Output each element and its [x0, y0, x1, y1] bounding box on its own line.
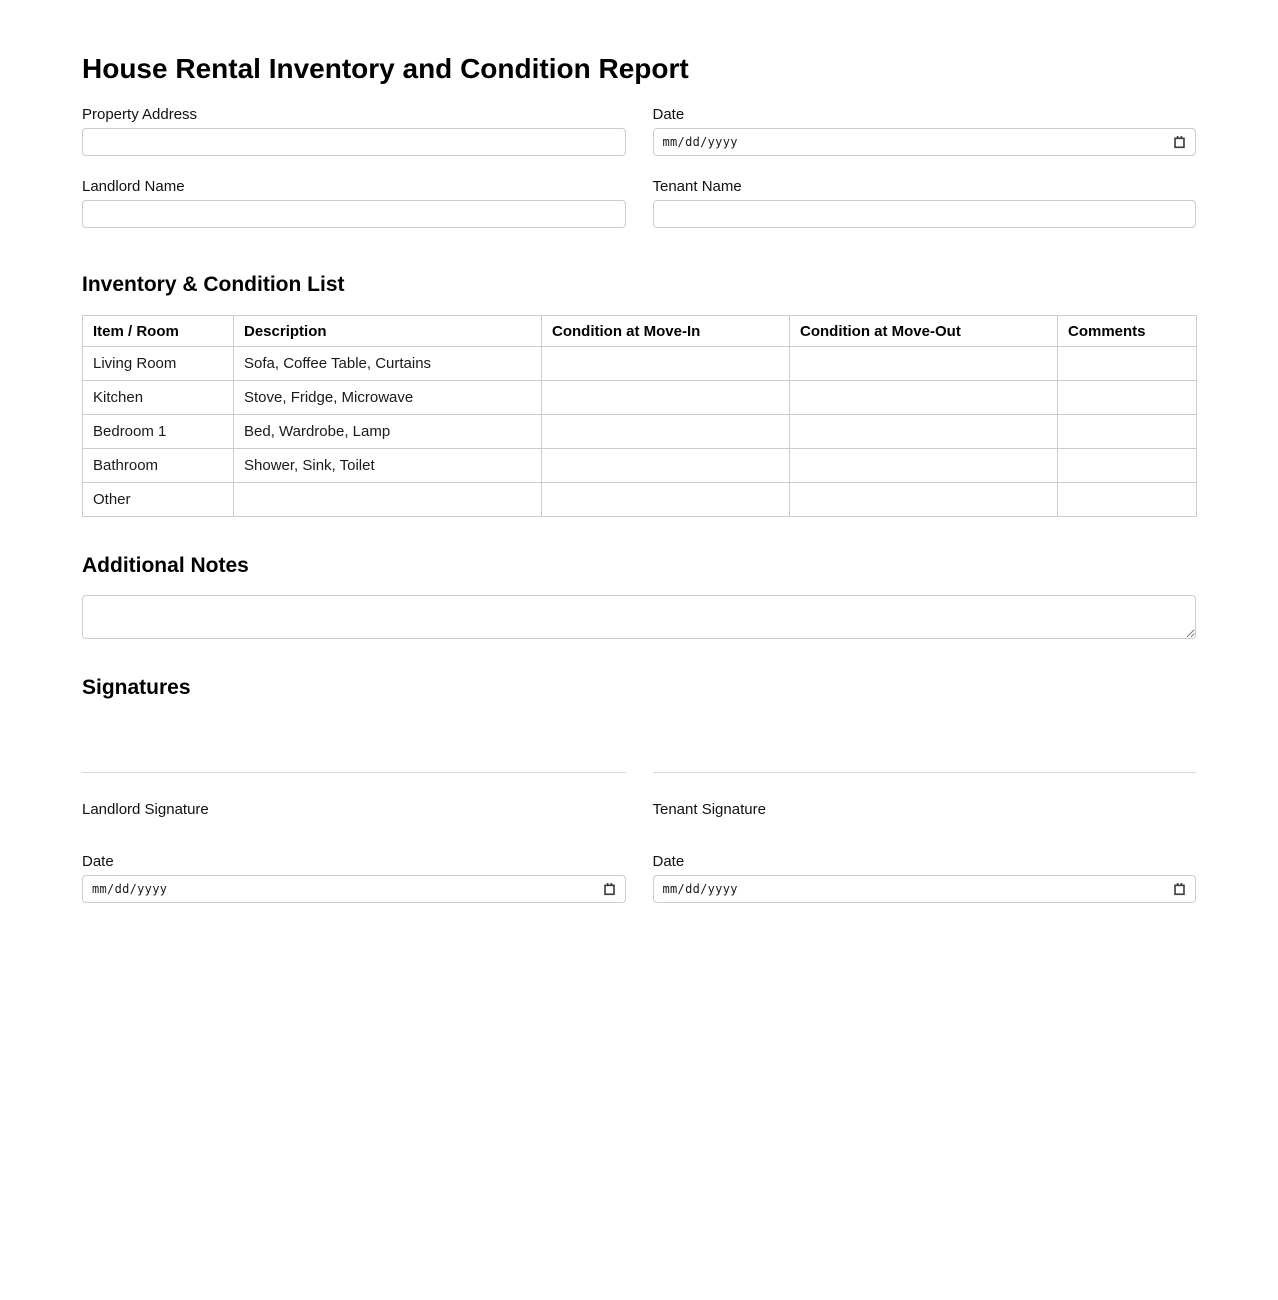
top-form: [82, 86, 1196, 228]
col-header-move-in: Condition at Move-In: [542, 316, 790, 347]
page-title: House Rental Inventory and Condition Report: [82, 53, 689, 84]
col-header-description: Description: [234, 316, 542, 347]
landlord-name-field-group: [82, 178, 626, 228]
cell-item-room: Living Room: [83, 347, 234, 381]
cell-item-room: Other: [83, 483, 234, 517]
table-row: [83, 449, 1197, 483]
cell-item-room: Bedroom 1: [83, 415, 234, 449]
inventory-table: [82, 315, 1197, 517]
date-field-group: [653, 106, 1197, 156]
landlord-signature-label: Landlord Signature: [82, 801, 209, 818]
inventory-heading: Inventory & Condition List: [82, 273, 345, 296]
date-label: Date: [652, 106, 685, 123]
cell-description: [234, 483, 542, 517]
landlord-signature-block: [82, 700, 626, 903]
cell-move-in: [542, 347, 790, 381]
tenant-date-placeholder: mm/dd/yyyy: [662, 882, 738, 896]
property-address-field-group: [82, 106, 626, 156]
notes-textarea[interactable]: [82, 595, 1196, 639]
cell-move-in: [542, 483, 790, 517]
landlord-name-input[interactable]: [82, 200, 626, 228]
tenant-name-field-group: [653, 178, 1197, 228]
cell-comments: [1058, 381, 1197, 415]
cell-move-in: [542, 381, 790, 415]
cell-move-out: [790, 381, 1058, 415]
signatures-heading: Signatures: [82, 676, 191, 699]
calendar-icon[interactable]: [1173, 135, 1186, 149]
landlord-date-input[interactable]: [82, 875, 626, 903]
table-row: [83, 347, 1197, 381]
table-header-row: [83, 316, 1197, 347]
cell-move-out: [790, 449, 1058, 483]
cell-move-out: [790, 415, 1058, 449]
cell-comments: [1058, 415, 1197, 449]
col-header-move-out: Condition at Move-Out: [790, 316, 1058, 347]
tenant-signature-block: [653, 700, 1197, 903]
calendar-icon[interactable]: [1173, 882, 1186, 896]
cell-move-in: [542, 415, 790, 449]
col-header-comments: Comments: [1058, 316, 1197, 347]
landlord-signature-line[interactable]: [82, 700, 626, 773]
tenant-name-input[interactable]: [653, 200, 1197, 228]
cell-description: Stove, Fridge, Microwave: [234, 381, 542, 415]
landlord-date-placeholder: mm/dd/yyyy: [92, 882, 168, 896]
signatures-section: [82, 700, 1196, 903]
cell-description: Sofa, Coffee Table, Curtains: [234, 347, 542, 381]
landlord-date-label: Date: [82, 853, 114, 870]
cell-description: Bed, Wardrobe, Lamp: [234, 415, 542, 449]
cell-move-out: [790, 483, 1058, 517]
cell-comments: [1058, 449, 1197, 483]
tenant-date-label: Date: [652, 853, 685, 870]
property-address-input[interactable]: [82, 128, 626, 156]
date-placeholder: mm/dd/yyyy: [662, 135, 738, 149]
table-row: [83, 483, 1197, 517]
cell-item-room: Kitchen: [83, 381, 234, 415]
tenant-signature-label: Tenant Signature: [652, 801, 766, 818]
calendar-icon[interactable]: [603, 882, 616, 896]
col-header-item-room: Item / Room: [83, 316, 234, 347]
tenant-signature-line[interactable]: [653, 700, 1197, 773]
table-row: [83, 415, 1197, 449]
cell-move-in: [542, 449, 790, 483]
cell-comments: [1058, 347, 1197, 381]
date-input[interactable]: [653, 128, 1197, 156]
property-address-label: Property Address: [82, 106, 198, 123]
cell-move-out: [790, 347, 1058, 381]
tenant-name-label: Tenant Name: [652, 178, 742, 195]
tenant-date-input[interactable]: [653, 875, 1197, 903]
cell-description: Shower, Sink, Toilet: [234, 449, 542, 483]
cell-item-room: Bathroom: [83, 449, 234, 483]
table-row: [83, 381, 1197, 415]
cell-comments: [1058, 483, 1197, 517]
landlord-name-label: Landlord Name: [82, 178, 185, 195]
notes-heading: Additional Notes: [82, 554, 249, 577]
